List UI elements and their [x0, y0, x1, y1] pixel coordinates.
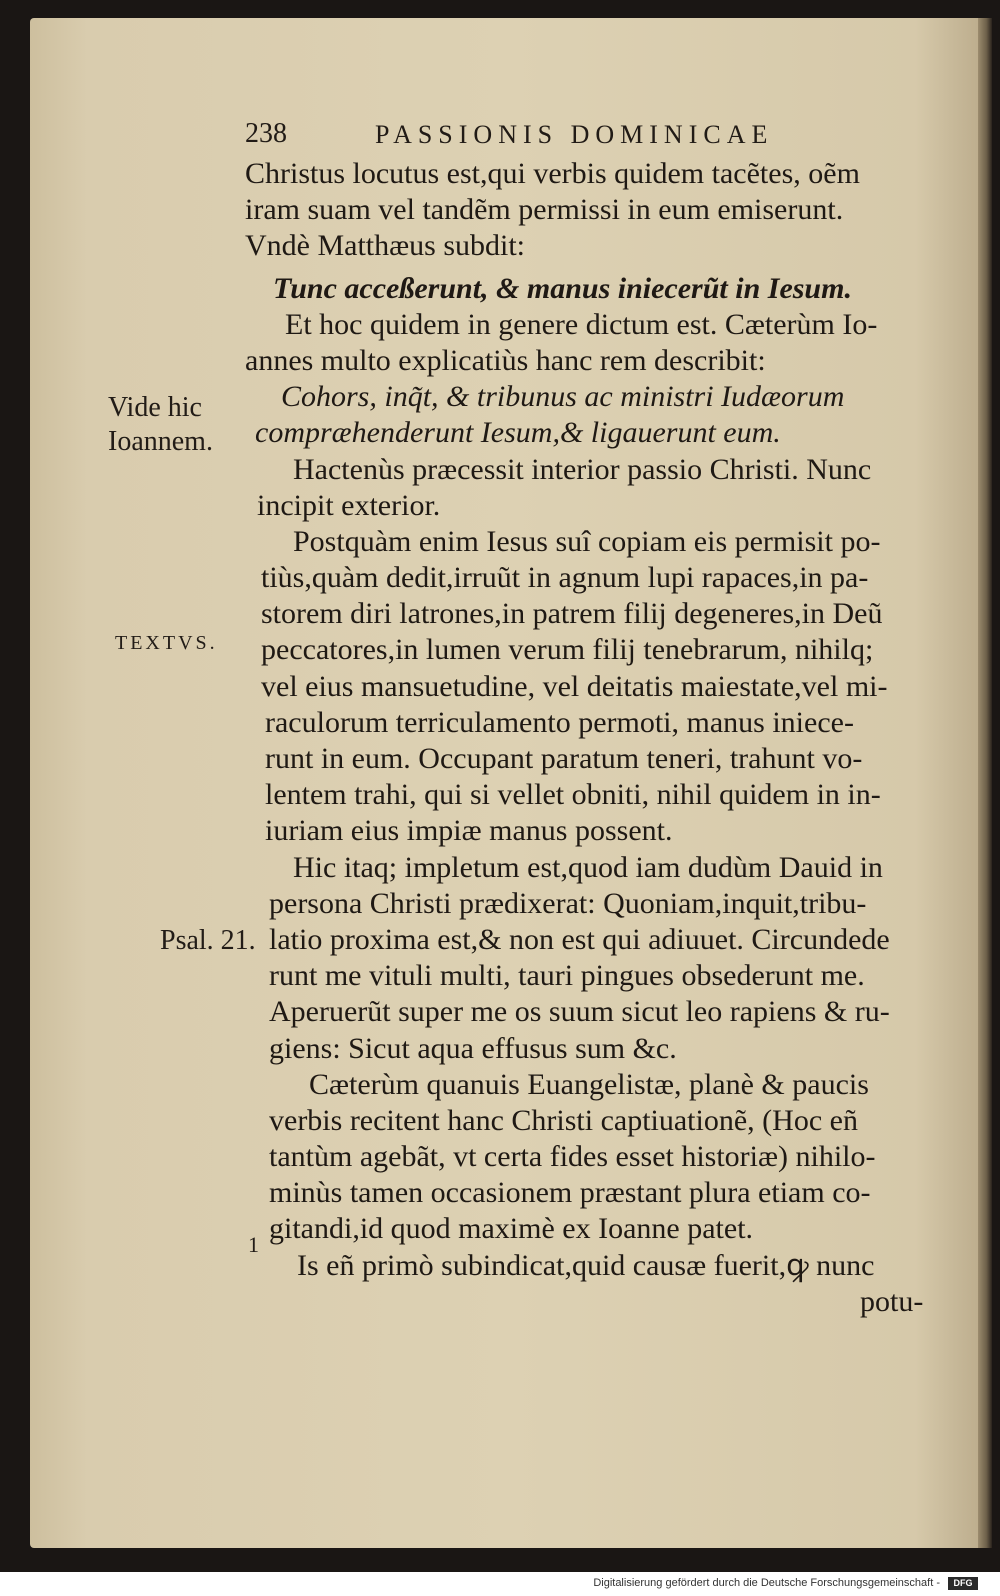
catchword: potu-: [860, 1284, 924, 1318]
text-line: lentem trahi, qui si vellet obniti, nihil quidem in in-: [265, 778, 881, 812]
text-line: Postquàm enim Iesus suî copiam eis permisit po-: [293, 524, 881, 558]
text-line: Aperuerũt super me os suum sicut leo rapiens & ru-: [269, 995, 890, 1029]
text-line: Is eñ primò subindicat,quid causæ fuerit,ꝙ nunc: [297, 1248, 875, 1282]
text-line: Hactenùs præcessit interior passio Christi. Nunc: [293, 452, 872, 486]
page-edge: [978, 18, 992, 1548]
running-head: PASSIONIS DOMINICAE: [375, 120, 774, 149]
page-number: 238: [245, 118, 287, 149]
text-line: runt in eum. Occupant paratum teneri, trahunt vo-: [265, 742, 863, 775]
text-line: Hic itaq; impletum est,quod iam dudùm Dauid in: [293, 850, 883, 884]
text-line: persona Christi prædixerat: Quoniam,inquit,tribu-: [269, 886, 867, 920]
scripture-quote: Tunc acceßerunt, & manus iniecerũt in Iesum.: [273, 271, 852, 305]
text-line: iram suam vel tandẽm permissi in eum emiserunt.: [245, 193, 844, 227]
text-line: incipit exterior.: [257, 488, 441, 522]
text-line: giens: Sicut aqua effusus sum &c.: [269, 1031, 677, 1065]
text-line: Vndè Matthæus subdit:: [245, 229, 526, 263]
text-line: raculorum terriculamento permoti, manus iniece-: [265, 705, 854, 739]
text-line: annes multo explicatiùs hanc rem describit:: [245, 343, 766, 377]
margin-note-line: Vide hic: [108, 392, 202, 423]
text-line: latio proxima est,& non est qui adiuuet. Circundede: [269, 922, 890, 956]
footer: [0, 1572, 1000, 1596]
page-header: [245, 118, 965, 152]
text-line: runt me vituli multi, tauri pingues obsederunt me.: [269, 959, 865, 993]
scripture-quote: Cohors, inq̃t, & tribunus ac ministri Iudæorum: [281, 380, 845, 414]
text-line: vel eius mansuetudine, vel deitatis maiestate,vel mi-: [261, 669, 888, 703]
margin-note-psalm: Psal. 21.: [160, 925, 256, 956]
funding-credit: Digitalisierung gefördert durch die Deutsche Forschungsgemeinschaft -: [593, 1577, 940, 1589]
margin-note-number: 1: [248, 1232, 259, 1257]
margin-note-textus: TEXTVS.: [115, 632, 218, 654]
text-line: verbis recitent hanc Christi captiuationẽ, (Hoc eñ: [269, 1103, 858, 1137]
margin-note-line: Ioannem.: [108, 426, 213, 457]
text-line: tiùs,quàm dedit,irruũt in agnum lupi rapaces,in pa-: [261, 561, 869, 595]
text-line: storem diri latrones,in patrem filij degeneres,in Deũ: [261, 597, 883, 631]
text-line: gitandi,id quod maximè ex Ioanne patet.: [269, 1212, 754, 1246]
text-line: Et hoc quidem in genere dictum est. Cæterùm Io-: [285, 307, 878, 341]
margin-note-vide: [108, 392, 213, 458]
dfg-logo-icon: DFG: [948, 1577, 978, 1590]
text-line: Christus locutus est,qui verbis quidem tacẽtes, oẽm: [245, 157, 860, 190]
text-line: tantùm agebãt, vt certa fides esset historiæ) nihilo-: [269, 1140, 876, 1174]
text-line: Cæterùm quanuis Euangelistæ, planè & paucis: [309, 1067, 869, 1101]
text-line: peccatores,in lumen verum filij tenebrarum, nihilq;: [261, 633, 874, 667]
text-line: minùs tamen occasionem præstant plura etiam co-: [269, 1176, 871, 1210]
text-line: iuriam eius impiæ manus possent.: [265, 814, 673, 848]
scripture-quote: compræhenderunt Iesum,& ligauerunt eum.: [255, 416, 781, 450]
body-text: [245, 156, 950, 1320]
